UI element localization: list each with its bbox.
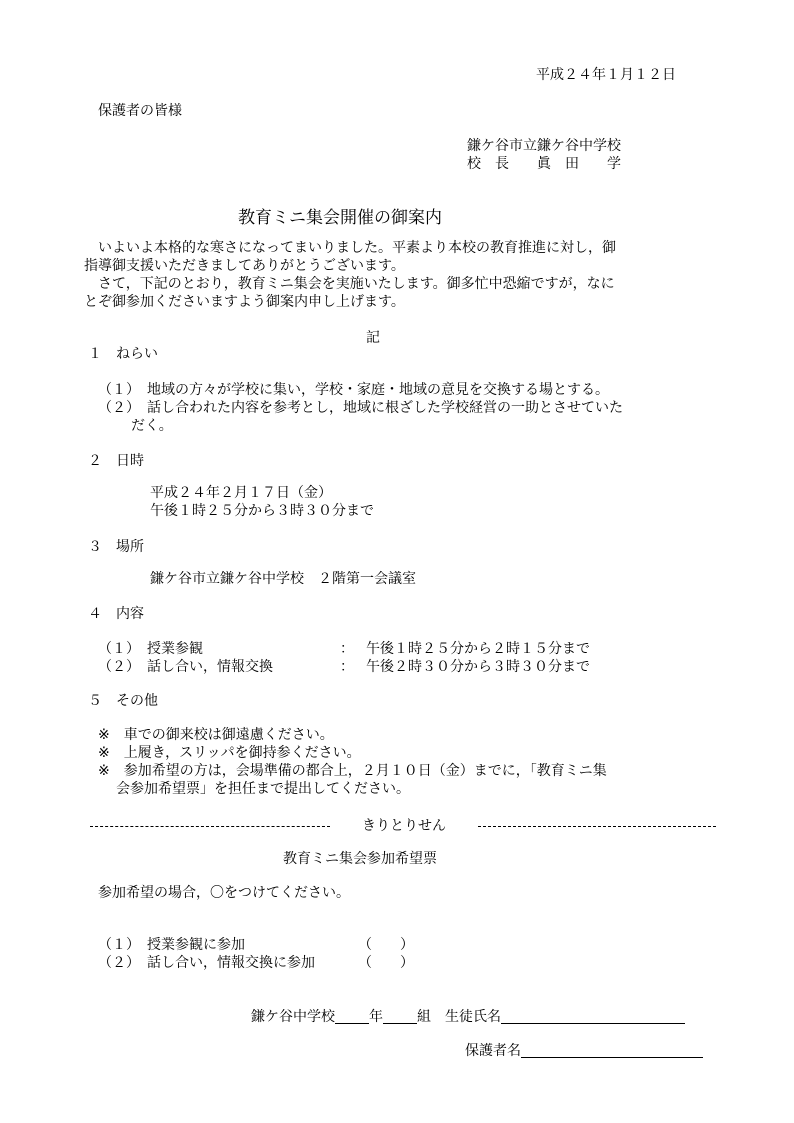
- section-heading-place: ３ 場所: [88, 539, 144, 555]
- aim-item: （１） 地域の方々が学校に集い，学校・家庭・地域の意見を交換する場とする。: [98, 382, 609, 398]
- content-row-colon: ：: [340, 641, 354, 657]
- form-option-label: （１） 授業参観に参加: [98, 937, 245, 953]
- class-label: 組: [417, 1009, 431, 1025]
- intro-line: いよいよ本格的な寒さになってまいりました。平素より本校の教育推進に対し，御: [84, 240, 616, 256]
- event-time: 午後１時２５分から３時３０分まで: [150, 503, 374, 519]
- note-item: ※ 車での御来校は御遠慮ください。: [98, 727, 334, 743]
- cut-line: [90, 817, 716, 835]
- student-name-blank[interactable]: [501, 1008, 685, 1024]
- form-option-checkbox[interactable]: （ ）: [358, 955, 414, 971]
- document-title: 教育ミニ集会開催の御案内: [238, 208, 442, 228]
- section-heading-aim: １ ねらい: [88, 346, 158, 362]
- cut-line-label: きりとりせん: [342, 817, 466, 835]
- content-row-label: （２） 話し合い，情報交換: [98, 659, 273, 675]
- ki-label: 記: [366, 330, 380, 346]
- form-title: 教育ミニ集会参加希望票: [283, 851, 437, 867]
- cut-line-dash-right: [478, 826, 716, 827]
- sender-principal: 校 長 眞 田 学: [467, 156, 621, 172]
- section-heading-content: ４ 内容: [88, 606, 144, 622]
- section-heading-other: ５ その他: [88, 693, 158, 709]
- document-date: 平成２４年１月１２日: [536, 67, 676, 83]
- intro-line: 指導御支援いただきましてありがとうございます。: [84, 258, 405, 274]
- signature-line: [251, 1008, 685, 1026]
- intro-line: とぞ御参加くださいますよう御案内申し上げます。: [84, 294, 405, 310]
- student-name-label: 生徒氏名: [445, 1009, 501, 1025]
- form-option-label: （２） 話し合い，情報交換に参加: [98, 955, 315, 971]
- content-row-label: （１） 授業参観: [98, 641, 203, 657]
- year-label: 年: [369, 1009, 383, 1025]
- school-name: 鎌ケ谷中学校: [251, 1009, 335, 1025]
- content-row-time: 午後１時２５分から２時１５分まで: [366, 641, 590, 657]
- guardian-line: [465, 1042, 703, 1060]
- aim-item: （２） 話し合われた内容を参考とし，地域に根ざした学校経営の一助とさせていた: [98, 400, 623, 416]
- section-heading-datetime: ２ 日時: [88, 453, 144, 469]
- class-blank[interactable]: [383, 1008, 417, 1024]
- aim-item-continued: だく。: [131, 418, 173, 434]
- sender-school: 鎌ケ谷市立鎌ケ谷中学校: [467, 138, 621, 154]
- content-row-time: 午後２時３０分から３時３０分まで: [366, 659, 590, 675]
- event-place: 鎌ケ谷市立鎌ケ谷中学校 ２階第一会議室: [150, 571, 416, 587]
- note-item: ※ 参加希望の方は，会場準備の都合上，２月１０日（金）までに，「教育ミニ集: [98, 763, 607, 779]
- form-option-checkbox[interactable]: （ ）: [358, 937, 414, 953]
- guardian-name-blank[interactable]: [521, 1042, 703, 1058]
- year-blank[interactable]: [335, 1008, 369, 1024]
- event-date: 平成２４年２月１７日（金）: [150, 485, 332, 501]
- note-item: ※ 上履き，スリッパを御持参ください。: [98, 745, 361, 761]
- guardian-name-label: 保護者名: [465, 1043, 521, 1059]
- addressee: 保護者の皆様: [98, 103, 182, 119]
- cut-line-dash-left: [90, 826, 330, 827]
- note-item-continued: 会参加希望票」を担任まで提出してください。: [116, 781, 410, 797]
- intro-line: さて，下記のとおり，教育ミニ集会を実施いたします。御多忙中恐縮ですが，なに: [84, 276, 615, 292]
- form-instruction: 参加希望の場合，〇をつけてください。: [98, 885, 350, 901]
- content-row-colon: ：: [340, 659, 354, 675]
